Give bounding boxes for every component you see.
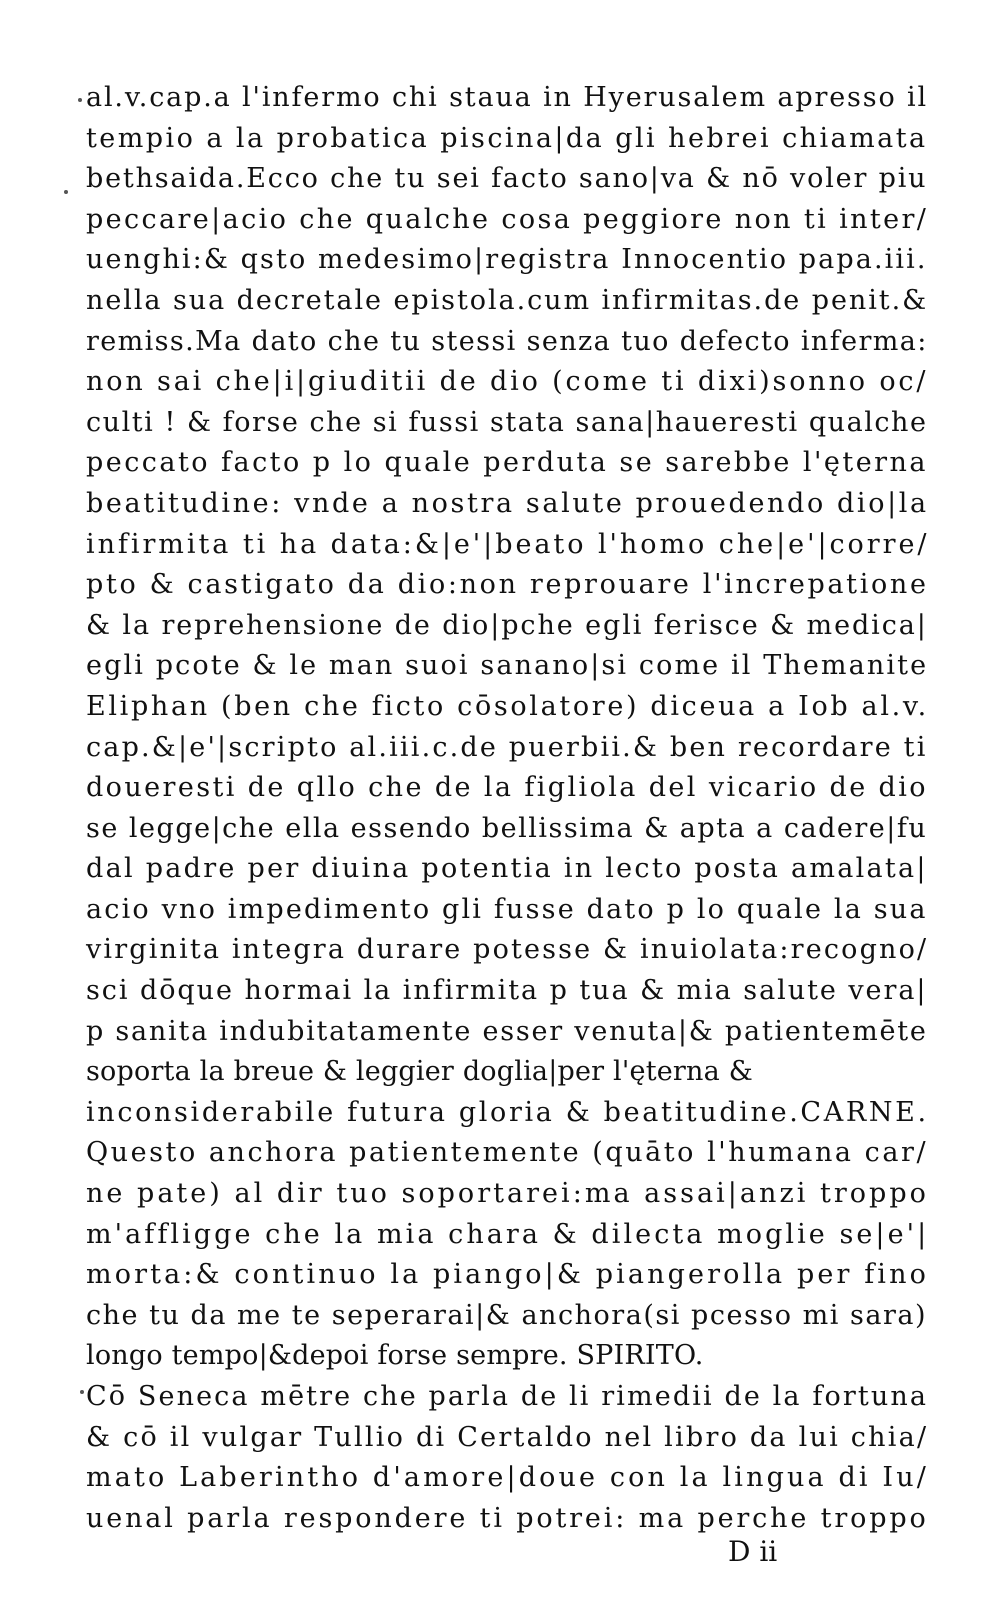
text-line: se legge|che ella essendo bellissima & apta a cadere|fu: [86, 812, 928, 844]
text-line: peccare|acio che qualche cosa peggiore non ti inter/: [86, 203, 929, 235]
text-line: dal padre per diuina potentia in lecto posta amalata|: [86, 853, 928, 885]
margin-speck: [80, 1390, 84, 1394]
text-line: virginita integra durare potesse & inuiolata:recogno/: [86, 934, 929, 966]
text-line: & cō il vulgar Tullio di Certaldo nel libro da lui chia/: [86, 1421, 929, 1453]
text-line: Questo anchora patientemente (quāto l'humana car/: [86, 1137, 929, 1169]
text-line: & la reprehensione de dio|pche egli ferisce & medica|: [86, 609, 928, 641]
text-line: tempio a la probatica piscina|da gli hebrei chiamata: [86, 122, 928, 154]
margin-speck: [78, 98, 82, 102]
text-line: morta:& continuo la piango|& piangerolla per fino: [86, 1259, 929, 1291]
text-line: mato Laberintho d'amore|doue con la lingua di Iu/: [86, 1462, 930, 1494]
text-line: non sai che|i|giuditii de dio (come ti dixi)sonno oc/: [86, 366, 929, 398]
text-line: egli pcote & le man suoi sanano|si come il Themanite: [86, 650, 929, 682]
signature-mark: D ii: [728, 1535, 778, 1568]
text-line: soporta la breue & leggier doglia|per l'ęterna &: [86, 1056, 753, 1088]
body-text: [86, 78, 930, 1539]
text-line: uenal parla respondere ti potrei: ma perche troppo: [86, 1502, 929, 1534]
text-line: culti ! & forse che si fussi stata sana|haueresti qualche: [86, 406, 928, 438]
text-line: remiss.Ma dato che tu stessi senza tuo defecto inferma:: [86, 325, 928, 357]
text-line: ne pate) al dir tuo soportarei:ma assai|anzi troppo: [86, 1178, 929, 1210]
text-line: m'affligge che la mia chara & dilecta moglie se|e'|: [86, 1218, 930, 1250]
text-line: sci dōque hormai la infirmita p tua & mia salute vera|: [86, 975, 928, 1007]
text-line: che tu da me te seperarai|& anchora(si pcesso mi sara): [86, 1299, 928, 1331]
text-line: infirmita ti ha data:&|e'|beato l'homo che|e'|corre/: [86, 528, 930, 560]
text-line: doueresti de qllo che de la figliola del vicario de dio: [86, 772, 928, 804]
text-line: inconsiderabile futura gloria & beatitudine.CARNE.: [86, 1096, 929, 1128]
text-line: p sanita indubitatamente esser venuta|& patientemēte: [86, 1015, 928, 1047]
text-line: al.v.cap.a l'infermo chi staua in Hyerusalem apresso il: [86, 82, 928, 113]
text-line: pto & castigato da dio:non reprouare l'increpatione: [86, 569, 929, 601]
text-line: cap.&|e'|scripto al.iii.c.de puerbii.& ben recordare ti: [86, 731, 928, 763]
text-line: longo tempo|&depoi forse sempre. SPIRITO.: [86, 1340, 704, 1372]
text-line: bethsaida.Ecco che tu sei facto sano|va & nō voler piu: [86, 163, 928, 195]
margin-speck: [64, 190, 68, 194]
text-line: acio vno impedimento gli fusse dato p lo quale la sua: [86, 893, 928, 925]
text-line: uenghi:& qsto medesimo|registra Innocentio papa.iii.: [86, 244, 928, 276]
text-line: Eliphan (ben che ficto cōsolatore) diceua a Iob al.v.: [86, 690, 929, 722]
text-line: peccato facto p lo quale perduta se sarebbe l'ęterna: [86, 447, 928, 479]
text-line: nella sua decretale epistola.cum infirmitas.de penit.&: [86, 284, 929, 316]
text-line: beatitudine: vnde a nostra salute prouedendo dio|la: [86, 487, 929, 519]
text-line: Cō Seneca mētre che parla de li rimedii de la fortuna: [86, 1381, 929, 1412]
